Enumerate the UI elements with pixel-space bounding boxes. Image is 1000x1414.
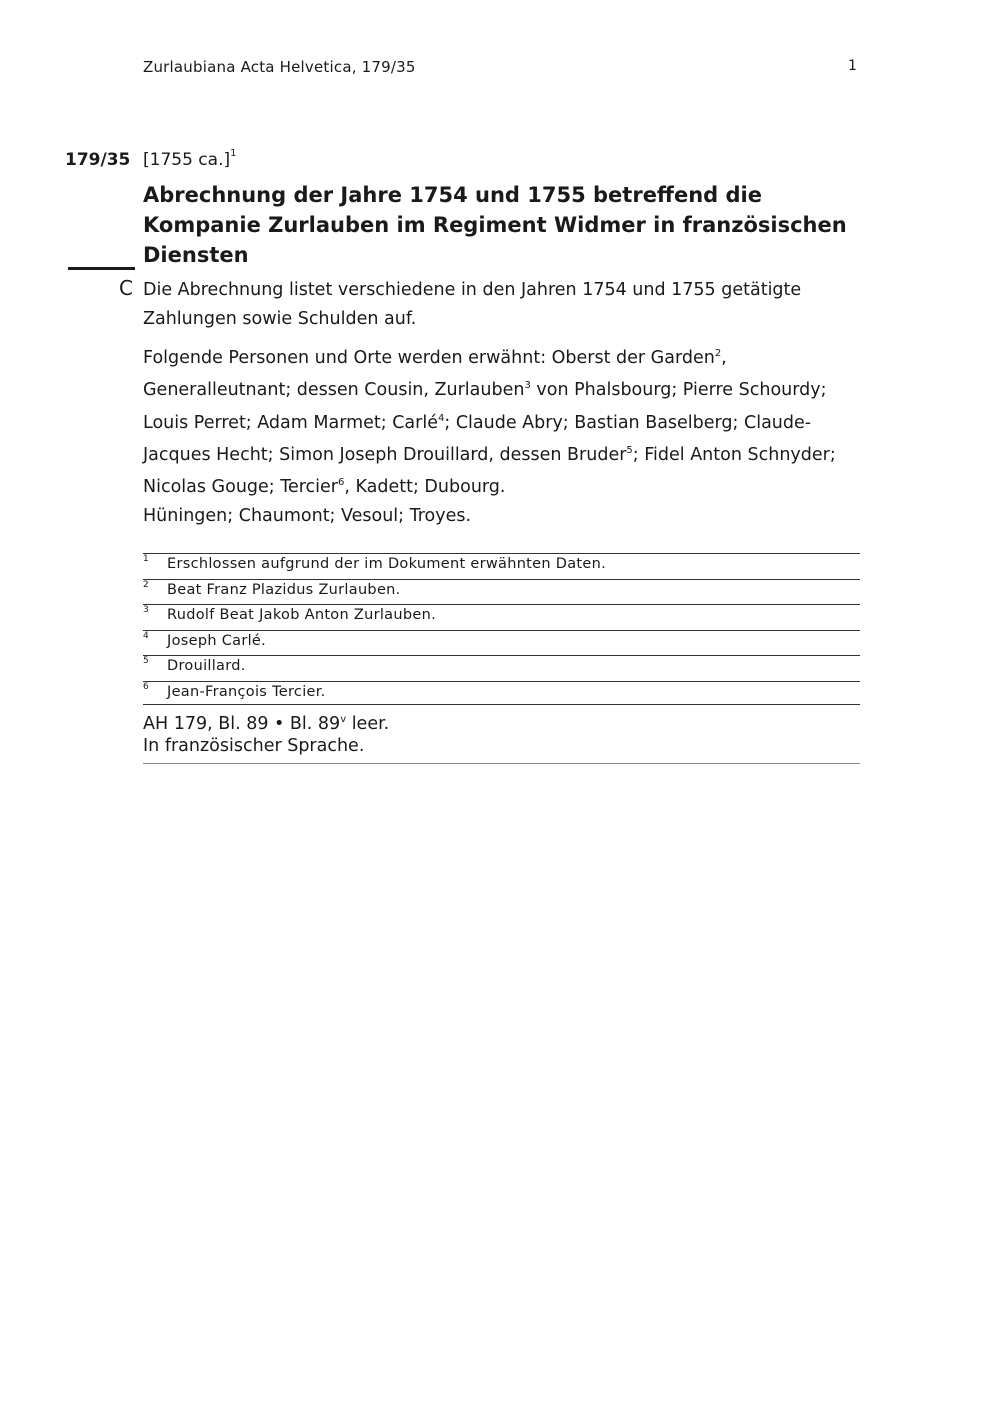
- persons-text-6: , Kadett; Dubourg.: [344, 477, 506, 498]
- section-rule: [68, 267, 135, 270]
- shelfmark: [143, 709, 860, 735]
- footnote-ref-3: 3: [524, 380, 531, 392]
- document-title: Abrechnung der Jahre 1754 und 1755 betreffend die Kompanie Zurlauben im Regiment Widmer in französischen Diensten: [143, 183, 847, 267]
- footnote-number: 3: [143, 605, 149, 615]
- persons-text-2: , Generalleutnant; dessen Cousin, Zurlauben: [143, 347, 727, 401]
- footnote-item: [143, 630, 860, 656]
- footnote-text: Erschlossen aufgrund der im Dokument erwähnten Daten.: [167, 556, 607, 572]
- footnote-number: 5: [143, 656, 149, 666]
- language-note: In französischer Sprache.: [143, 735, 365, 756]
- footnote-item: [143, 655, 860, 681]
- summary-text: Die Abrechnung listet verschiedene in den Jahren 1754 und 1755 getätigte Zahlungen sowie Schulden auf.: [143, 280, 802, 329]
- persons-paragraph: [143, 340, 863, 530]
- source-block: [143, 704, 860, 764]
- shelfmark-suffix: leer.: [346, 713, 390, 734]
- persons-text-1: Folgende Personen und Orte werden erwähnt: Oberst der Garden: [143, 347, 715, 368]
- footnote-number: 2: [143, 579, 149, 590]
- footnote-item: [143, 553, 860, 579]
- verso-mark: v: [340, 714, 347, 725]
- persons-text-3: von Phalsbourg; Pierre Schourdy; Louis Perret; Adam Marmet; Carlé: [143, 380, 827, 433]
- date-footnote-ref: 1: [230, 148, 237, 160]
- footnote-ref-5: 5: [626, 444, 633, 456]
- footnote-text: Jean-François Tercier.: [167, 683, 326, 700]
- footnote-number: 4: [143, 630, 149, 641]
- persons-text-5: ; Fidel Anton Schnyder; Nicolas Gouge; Tercier: [143, 444, 836, 498]
- footnote-ref-6: 6: [337, 477, 345, 489]
- date-text: [1755 ca.]: [143, 150, 231, 170]
- running-header: Zurlaubiana Acta Helvetica, 179/35: [143, 58, 416, 76]
- footnote-number: 6: [143, 681, 149, 692]
- footnote-item: [143, 681, 860, 707]
- footnote-ref-4: 4: [437, 412, 445, 424]
- footnote-text: Drouillard.: [167, 658, 246, 674]
- footnote-item: [143, 579, 860, 605]
- category-marker: C: [119, 276, 133, 300]
- document-date: [143, 150, 236, 170]
- document-number: 179/35: [65, 150, 131, 170]
- shelfmark-text: AH 179, Bl. 89 • Bl. 89: [143, 713, 341, 734]
- footnote-text: Joseph Carlé.: [167, 632, 267, 649]
- footnote-item: [143, 604, 860, 630]
- footnote-text: Beat Franz Plazidus Zurlauben.: [167, 581, 401, 598]
- summary-paragraph: [143, 276, 863, 334]
- footnote-list: [143, 553, 860, 706]
- footnote-ref-2: 2: [714, 348, 722, 359]
- page-number: 1: [848, 58, 857, 74]
- footnote-text: Rudolf Beat Jakob Anton Zurlauben.: [167, 607, 436, 623]
- places-text: Hüningen; Chaumont; Vesoul; Troyes.: [143, 505, 472, 526]
- persons-text: [143, 340, 863, 502]
- persons-text-4: ; Claude Abry; Bastian Baselberg; Claude-Jacques Hecht; Simon Joseph Drouillard, dessen Bruder: [143, 412, 812, 465]
- footnote-number: 1: [143, 554, 149, 564]
